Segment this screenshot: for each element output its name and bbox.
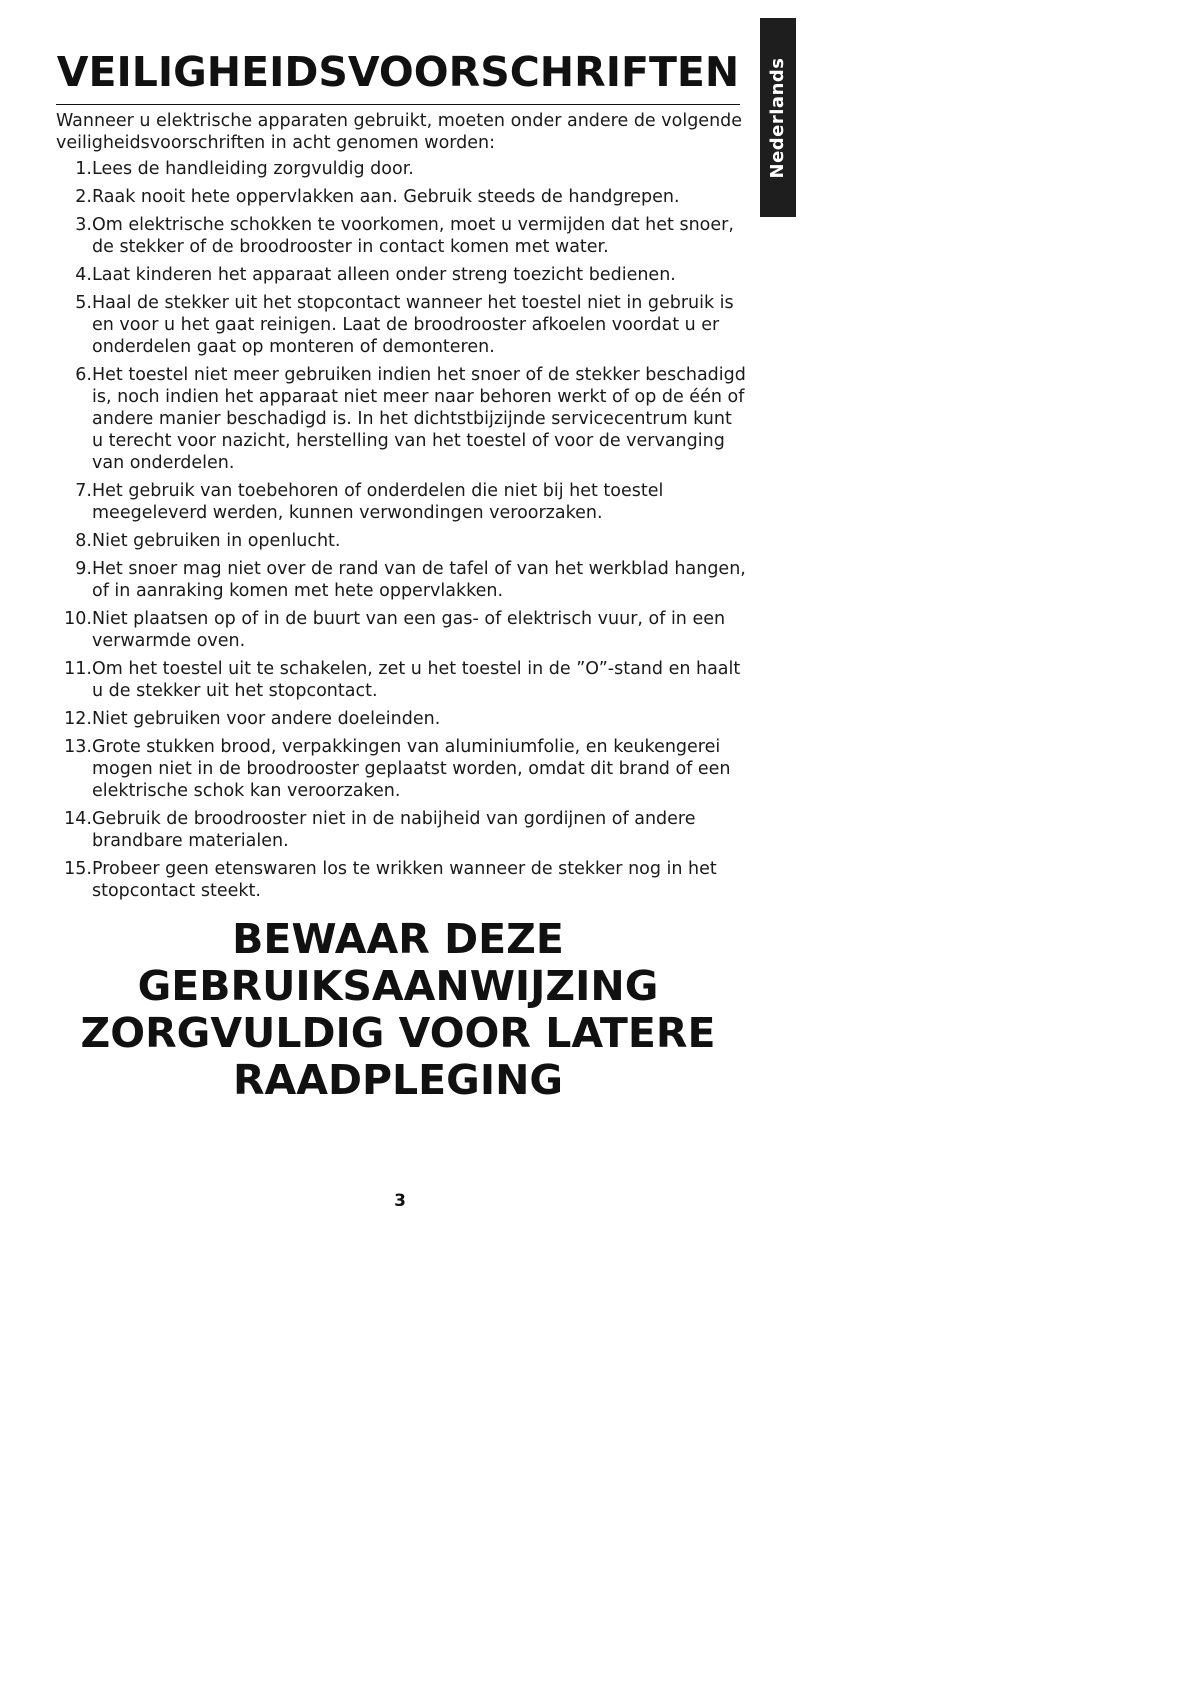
intro-paragraph: Wanneer u elektrische apparaten gebruikt, moeten onder andere de volgende veiligheidsvoorschriften in acht genomen worden: bbox=[56, 111, 743, 153]
rule-item-8 bbox=[56, 530, 746, 552]
rule-number: 7. bbox=[75, 481, 92, 501]
rule-item-10 bbox=[56, 608, 746, 652]
rule-number: 6. bbox=[75, 365, 92, 385]
rule-number: 9. bbox=[75, 559, 92, 579]
rule-number: 15. bbox=[64, 859, 92, 879]
rule-text: Het snoer mag niet over de rand van de tafel of van het werkblad hangen, of in aanraking komen met hete oppervlakken. bbox=[92, 559, 746, 601]
closing-line-2: GEBRUIKSAANWIJZING bbox=[137, 962, 659, 1010]
safety-rules-list bbox=[56, 158, 746, 908]
rule-text: Het toestel niet meer gebruiken indien het snoer of de stekker beschadigd is, noch indien het apparaat niet meer naar behoren werkt of op de één of andere manier beschadigd is. In het dichtstbijzijnde servicecentrum kunt u terecht voor nazicht, herstelling van het toestel of voor de vervanging van onderdelen. bbox=[92, 365, 746, 473]
rule-text: Grote stukken brood, verpakkingen van aluminiumfolie, en keukengerei mogen niet in de broodrooster geplaatst worden, omdat dit brand of een elektrische schok kan veroorzaken. bbox=[92, 737, 731, 801]
rule-text: Niet plaatsen op of in de buurt van een gas- of elektrisch vuur, of in een verwarmde oven. bbox=[92, 609, 726, 651]
rule-number: 2. bbox=[75, 187, 92, 207]
rule-item-4 bbox=[56, 264, 746, 286]
rule-item-13 bbox=[56, 736, 746, 802]
rule-item-5 bbox=[56, 292, 746, 358]
rule-item-14 bbox=[56, 808, 746, 852]
rule-text: Niet gebruiken in openlucht. bbox=[92, 531, 341, 551]
rule-item-1 bbox=[56, 158, 746, 180]
rule-text: Lees de handleiding zorgvuldig door. bbox=[92, 159, 414, 179]
rule-text: Probeer geen etenswaren los te wrikken wanneer de stekker nog in het stopcontact steekt. bbox=[92, 859, 717, 901]
rule-text: Haal de stekker uit het stopcontact wanneer het toestel niet in gebruik is en voor u het gaat reinigen. Laat de broodrooster afkoelen voordat u er onderdelen gaat op monteren of demonteren. bbox=[92, 293, 734, 357]
rule-text: Gebruik de broodrooster niet in de nabijheid van gordijnen of andere brandbare materialen. bbox=[92, 809, 696, 851]
title-divider bbox=[56, 104, 740, 105]
rule-number: 13. bbox=[64, 737, 92, 757]
rule-item-6 bbox=[56, 364, 746, 474]
closing-notice bbox=[56, 916, 740, 1104]
rule-text: Het gebruik van toebehoren of onderdelen die niet bij het toestel meegeleverd werden, kunnen verwondingen veroorzaken. bbox=[92, 481, 664, 523]
language-tab-label: Nederlands bbox=[767, 57, 788, 178]
rule-number: 4. bbox=[75, 265, 92, 285]
closing-line-4: RAADPLEGING bbox=[232, 1056, 564, 1104]
closing-line-1: BEWAAR DEZE bbox=[232, 915, 564, 963]
rule-number: 5. bbox=[75, 293, 92, 313]
rule-number: 10. bbox=[64, 609, 92, 629]
rule-number: 11. bbox=[64, 659, 92, 679]
rule-number: 12. bbox=[64, 709, 92, 729]
language-tab bbox=[760, 18, 796, 217]
rule-number: 3. bbox=[75, 215, 92, 235]
rule-item-12 bbox=[56, 708, 746, 730]
rule-text: Niet gebruiken voor andere doeleinden. bbox=[92, 709, 441, 729]
rule-text: Om elektrische schokken te voorkomen, moet u vermijden dat het snoer, de stekker of de broodrooster in contact komen met water. bbox=[92, 215, 734, 257]
page-number: 3 bbox=[394, 1191, 406, 1211]
rule-item-11 bbox=[56, 658, 746, 702]
rule-item-15 bbox=[56, 858, 746, 902]
page-title: VEILIGHEIDSVOORSCHRIFTEN bbox=[56, 48, 740, 96]
rule-number: 8. bbox=[75, 531, 92, 551]
rule-item-9 bbox=[56, 558, 746, 602]
rule-item-7 bbox=[56, 480, 746, 524]
closing-line-3: ZORGVULDIG VOOR LATERE bbox=[80, 1009, 716, 1057]
rule-number: 14. bbox=[64, 809, 92, 829]
rule-text: Om het toestel uit te schakelen, zet u het toestel in de ”O”-stand en haalt u de stekker uit het stopcontact. bbox=[92, 659, 741, 701]
rule-number: 1. bbox=[75, 159, 92, 179]
rule-text: Raak nooit hete oppervlakken aan. Gebruik steeds de handgrepen. bbox=[92, 187, 680, 207]
rule-text: Laat kinderen het apparaat alleen onder streng toezicht bedienen. bbox=[92, 265, 676, 285]
rule-item-3 bbox=[56, 214, 746, 258]
rule-item-2 bbox=[56, 186, 746, 208]
